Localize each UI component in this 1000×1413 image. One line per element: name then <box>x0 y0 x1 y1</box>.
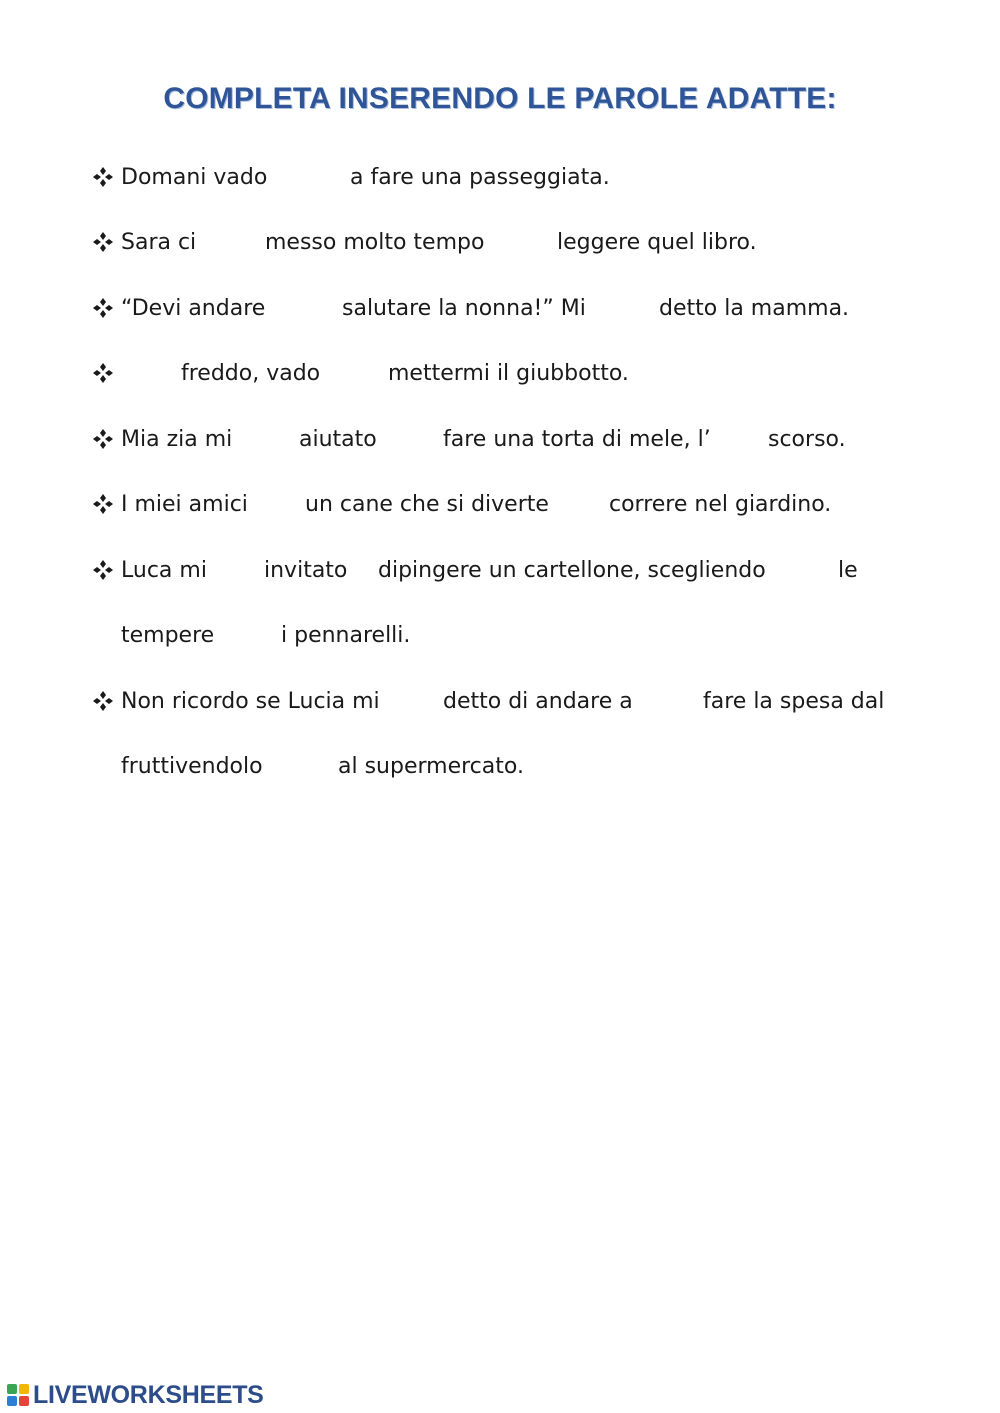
sentence-text: scorso. <box>768 427 846 452</box>
exercise-line <box>0 164 1000 200</box>
sentence-text: Domani vado <box>121 165 268 190</box>
answer-blank[interactable] <box>210 561 258 585</box>
exercise-line <box>0 688 1000 724</box>
sentence-text: fare una torta di mele, l’ <box>443 427 711 452</box>
diamond-bullet-icon <box>92 690 114 712</box>
sentence-text: detto di andare a <box>443 689 633 714</box>
answer-blank[interactable] <box>326 364 382 388</box>
diamond-bullet-icon <box>92 231 114 253</box>
sentence-text: dipingere un cartellone, scegliendo <box>378 558 766 583</box>
exercise-line <box>0 229 1000 265</box>
sentence-text: al supermercato. <box>338 754 524 779</box>
answer-blank[interactable] <box>271 757 332 781</box>
sentence-text: Mia zia mi <box>121 427 233 452</box>
sentence-text: correre nel giardino. <box>609 492 832 517</box>
answer-blank[interactable] <box>251 495 299 519</box>
sentence-text: a fare una passeggiata. <box>350 165 610 190</box>
sentence-text: fare la spesa dal <box>703 689 885 714</box>
sentence-text: invitato <box>264 558 348 583</box>
sentence-text: Non ricordo se Lucia mi <box>121 689 380 714</box>
sentence-text: aiutato <box>299 427 377 452</box>
sentence-text: mettermi il giubbotto. <box>388 361 629 386</box>
sentence-text: un cane che si diverte <box>305 492 549 517</box>
exercise-line <box>0 622 1000 658</box>
answer-blank[interactable] <box>548 495 603 519</box>
sentence-text: Sara ci <box>121 230 197 255</box>
sentence-text: “Devi andare <box>121 296 266 321</box>
exercise-line <box>0 491 1000 527</box>
exercise-line <box>0 753 1000 789</box>
sentence-text: salutare la nonna!” Mi <box>342 296 586 321</box>
answer-blank[interactable] <box>712 430 762 454</box>
diamond-bullet-icon <box>92 297 114 319</box>
exercise-line <box>0 295 1000 331</box>
answer-blank[interactable] <box>591 299 653 323</box>
exercise-line <box>0 426 1000 462</box>
diamond-bullet-icon <box>92 559 114 581</box>
sentence-text: fruttivendolo <box>121 754 263 779</box>
answer-blank[interactable] <box>383 430 437 454</box>
sentence-text: Luca mi <box>121 558 207 583</box>
exercise-line <box>0 557 1000 593</box>
answer-blank[interactable] <box>768 561 832 585</box>
diamond-bullet-icon <box>92 166 114 188</box>
diamond-bullet-icon <box>92 428 114 450</box>
exercise-line <box>0 360 1000 396</box>
sentence-text: le <box>838 558 858 583</box>
brand-name: LIVEWORKSHEETS <box>33 1381 264 1409</box>
answer-blank[interactable] <box>636 692 697 716</box>
answer-blank[interactable] <box>489 233 551 257</box>
answer-blank[interactable] <box>197 233 259 257</box>
answer-blank[interactable] <box>220 626 275 650</box>
sentence-text: tempere <box>121 623 215 648</box>
answer-blank[interactable] <box>382 692 437 716</box>
sentence-text: leggere quel libro. <box>557 230 757 255</box>
answer-blank[interactable] <box>352 561 374 585</box>
sentence-text: freddo, vado <box>181 361 321 386</box>
diamond-bullet-icon <box>92 493 114 515</box>
answer-blank[interactable] <box>238 430 293 454</box>
answer-blank[interactable] <box>121 364 175 388</box>
answer-blank[interactable] <box>268 299 336 323</box>
answer-blank[interactable] <box>270 168 344 192</box>
sentence-text: i pennarelli. <box>281 623 411 648</box>
diamond-bullet-icon <box>92 362 114 384</box>
sentence-text: messo molto tempo <box>265 230 485 255</box>
liveworksheets-logo[interactable] <box>7 1383 264 1407</box>
liveworksheets-logo-icon <box>7 1384 29 1406</box>
sentence-text: detto la mamma. <box>659 296 850 321</box>
sentence-text: I miei amici <box>121 492 248 517</box>
page-title: COMPLETA INSERENDO LE PAROLE ADATTE: <box>163 82 837 115</box>
